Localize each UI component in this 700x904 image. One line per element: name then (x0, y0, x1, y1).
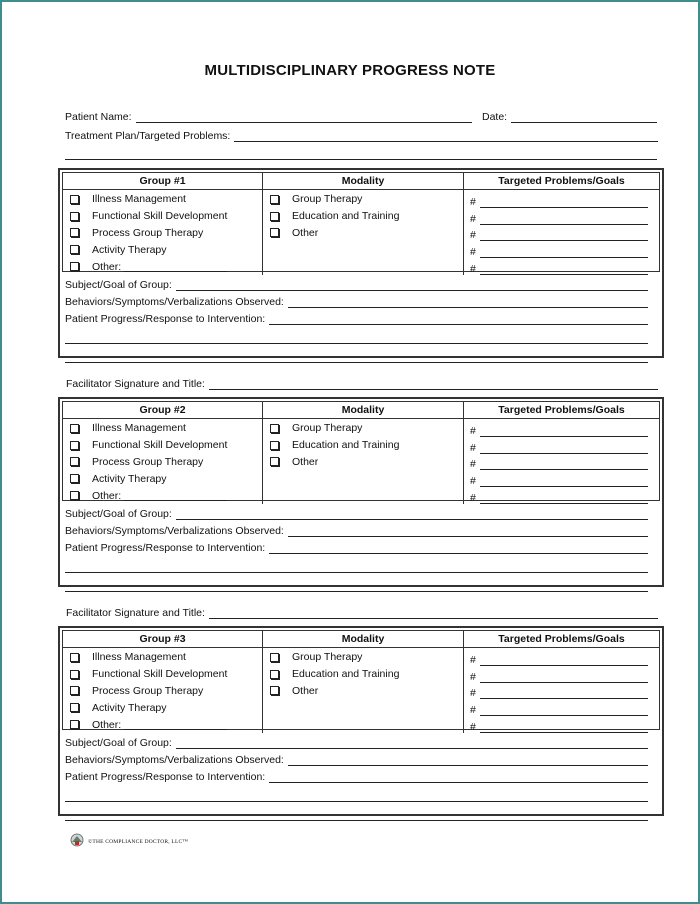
modality-list (263, 419, 464, 504)
list-item[interactable] (263, 208, 463, 225)
blank-line[interactable] (65, 791, 648, 802)
behaviors-row (65, 291, 648, 308)
checkbox[interactable] (270, 686, 279, 695)
goal-row (464, 470, 659, 487)
item-label: Process Group Therapy (92, 226, 204, 239)
goal-field[interactable] (480, 672, 648, 683)
behaviors-field[interactable] (288, 526, 648, 537)
goal-row (464, 208, 659, 225)
hash-label: # (470, 195, 476, 208)
hash-label: # (470, 212, 476, 225)
list-item[interactable] (263, 437, 463, 454)
goal-row (464, 454, 659, 471)
checkbox[interactable] (70, 703, 79, 712)
item-label: Process Group Therapy (92, 684, 204, 697)
group-table (62, 401, 660, 504)
modality-list (263, 190, 464, 275)
checkbox[interactable] (70, 670, 79, 679)
goal-field[interactable] (480, 459, 648, 470)
observation-fields (65, 732, 648, 821)
goal-field[interactable] (480, 443, 648, 454)
item-label: Education and Training (292, 439, 400, 452)
list-item[interactable] (63, 666, 262, 683)
item-label: Other (292, 455, 319, 468)
goal-row (464, 699, 659, 716)
list-item[interactable] (63, 258, 262, 275)
list-item[interactable] (263, 191, 463, 208)
blank-line[interactable] (65, 581, 648, 592)
list-item[interactable] (63, 437, 262, 454)
checkbox[interactable] (270, 195, 279, 204)
goal-row (464, 420, 659, 437)
subject-field[interactable] (176, 509, 648, 520)
goal-field[interactable] (480, 230, 648, 241)
item-label: Functional Skill Development (92, 439, 228, 452)
goal-field[interactable] (480, 247, 648, 258)
list-item[interactable] (263, 225, 463, 242)
patient-name-label: Patient Name: (65, 111, 132, 123)
subject-label: Subject/Goal of Group: (65, 508, 172, 520)
group-type-list (63, 190, 263, 275)
facilitator-label: Facilitator Signature and Title: (66, 607, 205, 619)
subject-row (65, 274, 648, 291)
list-item[interactable] (263, 420, 463, 437)
group-type-list (63, 648, 263, 733)
goal-row (464, 666, 659, 683)
hash-label: # (470, 475, 476, 488)
group-table (62, 630, 660, 733)
treatment-plan-field[interactable] (234, 130, 658, 142)
modality-header: Modality (263, 402, 464, 419)
progress-row (65, 537, 648, 554)
subject-field[interactable] (176, 738, 648, 749)
item-label: Activity Therapy (92, 243, 167, 256)
other-field[interactable] (124, 490, 227, 501)
subject-label: Subject/Goal of Group: (65, 279, 172, 291)
checkbox[interactable] (270, 670, 279, 679)
item-label: Functional Skill Development (92, 210, 228, 223)
blank-line[interactable] (65, 352, 648, 363)
checkbox[interactable] (270, 653, 279, 662)
list-item[interactable] (263, 666, 463, 683)
item-label: Education and Training (292, 210, 400, 223)
checkbox[interactable] (70, 653, 79, 662)
hash-label: # (470, 246, 476, 259)
hash-label: # (470, 441, 476, 454)
goal-row (464, 683, 659, 700)
group-header: Group #3 (63, 631, 263, 648)
treatment-plan-row (65, 130, 658, 142)
item-label: Process Group Therapy (92, 455, 204, 468)
progress-field[interactable] (269, 772, 648, 783)
group-type-list (63, 419, 263, 504)
checkbox[interactable] (70, 491, 79, 500)
goal-field[interactable] (480, 655, 648, 666)
hash-label: # (470, 229, 476, 242)
targeted-header: Targeted Problems/Goals (464, 173, 659, 190)
goal-row (464, 437, 659, 454)
facilitator-row-1 (66, 378, 658, 390)
goal-field[interactable] (480, 476, 648, 487)
item-label: Illness Management (92, 193, 186, 206)
list-item[interactable] (63, 454, 262, 471)
checkbox[interactable] (70, 245, 79, 254)
goal-row (464, 241, 659, 258)
observation-fields (65, 503, 648, 592)
checkbox[interactable] (70, 686, 79, 695)
list-item[interactable] (263, 649, 463, 666)
goal-field[interactable] (480, 705, 648, 716)
item-label: Group Therapy (292, 422, 363, 435)
list-item[interactable] (63, 699, 262, 716)
checkbox[interactable] (270, 212, 279, 221)
goal-row (464, 258, 659, 275)
checkbox[interactable] (70, 720, 79, 729)
goal-field[interactable] (480, 214, 648, 225)
list-item[interactable] (63, 683, 262, 700)
checkbox[interactable] (70, 441, 79, 450)
facilitator-row-2 (66, 607, 658, 619)
page-title: MULTIDISCIPLINARY PROGRESS NOTE (204, 62, 496, 79)
behaviors-field[interactable] (288, 755, 648, 766)
checkbox[interactable] (270, 457, 279, 466)
progress-field[interactable] (269, 314, 648, 325)
subject-row (65, 503, 648, 520)
checkbox[interactable] (70, 474, 79, 483)
facilitator-field[interactable] (209, 608, 658, 619)
other-field[interactable] (124, 261, 227, 272)
group-header: Group #2 (63, 402, 263, 419)
group-section-2 (58, 397, 664, 587)
list-item[interactable] (63, 420, 262, 437)
item-label: Education and Training (292, 668, 400, 681)
list-item[interactable] (63, 716, 262, 733)
other-field[interactable] (124, 719, 227, 730)
subject-field[interactable] (176, 280, 648, 291)
item-label: Other: (92, 260, 122, 273)
hash-label: # (470, 424, 476, 437)
subject-label: Subject/Goal of Group: (65, 737, 172, 749)
hash-label: # (470, 262, 476, 275)
list-item[interactable] (63, 649, 262, 666)
behaviors-field[interactable] (288, 297, 648, 308)
list-item[interactable] (63, 241, 262, 258)
progress-label: Patient Progress/Response to Intervention: (65, 542, 266, 554)
item-label: Other (292, 226, 319, 239)
date-row (482, 111, 657, 123)
footer-copyright: ©THE COMPLIANCE DOCTOR, LLC™ (88, 839, 189, 845)
checkbox[interactable] (70, 228, 79, 237)
list-item[interactable] (63, 487, 262, 504)
checkbox[interactable] (70, 262, 79, 271)
group-section-3 (58, 626, 664, 816)
patient-name-row (65, 111, 472, 123)
goal-row (464, 716, 659, 733)
item-label: Other: (92, 489, 122, 502)
checkbox[interactable] (270, 228, 279, 237)
targeted-header: Targeted Problems/Goals (464, 402, 659, 419)
item-label: Functional Skill Development (92, 668, 228, 681)
behaviors-label: Behaviors/Symptoms/Verbalizations Observed: (65, 754, 284, 766)
date-label: Date: (482, 111, 508, 123)
item-label: Activity Therapy (92, 472, 167, 485)
modality-header: Modality (263, 173, 464, 190)
hash-label: # (470, 491, 476, 504)
list-item[interactable] (263, 683, 463, 700)
item-label: Other: (92, 718, 122, 731)
behaviors-label: Behaviors/Symptoms/Verbalizations Observed: (65, 296, 284, 308)
modality-list (263, 648, 464, 733)
progress-row (65, 308, 648, 325)
item-label: Activity Therapy (92, 701, 167, 714)
blank-line[interactable] (65, 333, 648, 344)
treatment-plan-label: Treatment Plan/Targeted Problems: (65, 130, 231, 142)
facilitator-label: Facilitator Signature and Title: (66, 378, 205, 390)
goal-row (464, 649, 659, 666)
form-page (2, 2, 698, 902)
group-section-1 (58, 168, 664, 358)
patient-name-field[interactable] (136, 111, 472, 123)
goal-field[interactable] (480, 426, 648, 437)
modality-header: Modality (263, 631, 464, 648)
list-item[interactable] (263, 454, 463, 471)
behaviors-row (65, 520, 648, 537)
hash-label: # (470, 720, 476, 733)
observation-fields (65, 274, 648, 363)
blank-line[interactable] (65, 562, 648, 573)
blank-line[interactable] (65, 810, 648, 821)
targeted-header: Targeted Problems/Goals (464, 631, 659, 648)
list-item[interactable] (63, 208, 262, 225)
group-table (62, 172, 660, 275)
progress-field[interactable] (269, 543, 648, 554)
targeted-list (464, 190, 659, 275)
behaviors-label: Behaviors/Symptoms/Verbalizations Observed: (65, 525, 284, 537)
targeted-list (464, 648, 659, 733)
hash-label: # (470, 653, 476, 666)
checkbox[interactable] (70, 424, 79, 433)
checkbox[interactable] (70, 195, 79, 204)
targeted-list (464, 419, 659, 504)
date-field[interactable] (511, 111, 657, 123)
item-label: Group Therapy (292, 193, 363, 206)
list-item[interactable] (63, 470, 262, 487)
item-label: Other (292, 684, 319, 697)
checkbox[interactable] (270, 441, 279, 450)
item-label: Illness Management (92, 651, 186, 664)
compliance-doctor-logo-icon (68, 833, 86, 847)
goal-row (464, 191, 659, 208)
subject-row (65, 732, 648, 749)
checkbox[interactable] (270, 424, 279, 433)
goal-row (464, 225, 659, 242)
goal-field[interactable] (480, 688, 648, 699)
checkbox[interactable] (70, 457, 79, 466)
checkbox[interactable] (70, 212, 79, 221)
progress-label: Patient Progress/Response to Intervention: (65, 771, 266, 783)
hash-label: # (470, 458, 476, 471)
goal-field[interactable] (480, 197, 648, 208)
hash-label: # (470, 704, 476, 717)
list-item[interactable] (63, 225, 262, 242)
hash-label: # (470, 687, 476, 700)
progress-label: Patient Progress/Response to Intervention: (65, 313, 266, 325)
item-label: Group Therapy (292, 651, 363, 664)
item-label: Illness Management (92, 422, 186, 435)
hash-label: # (470, 670, 476, 683)
treatment-plan-line-2[interactable] (65, 159, 657, 160)
progress-row (65, 766, 648, 783)
behaviors-row (65, 749, 648, 766)
group-header: Group #1 (63, 173, 263, 190)
goal-row (464, 487, 659, 504)
list-item[interactable] (63, 191, 262, 208)
facilitator-field[interactable] (209, 379, 658, 390)
